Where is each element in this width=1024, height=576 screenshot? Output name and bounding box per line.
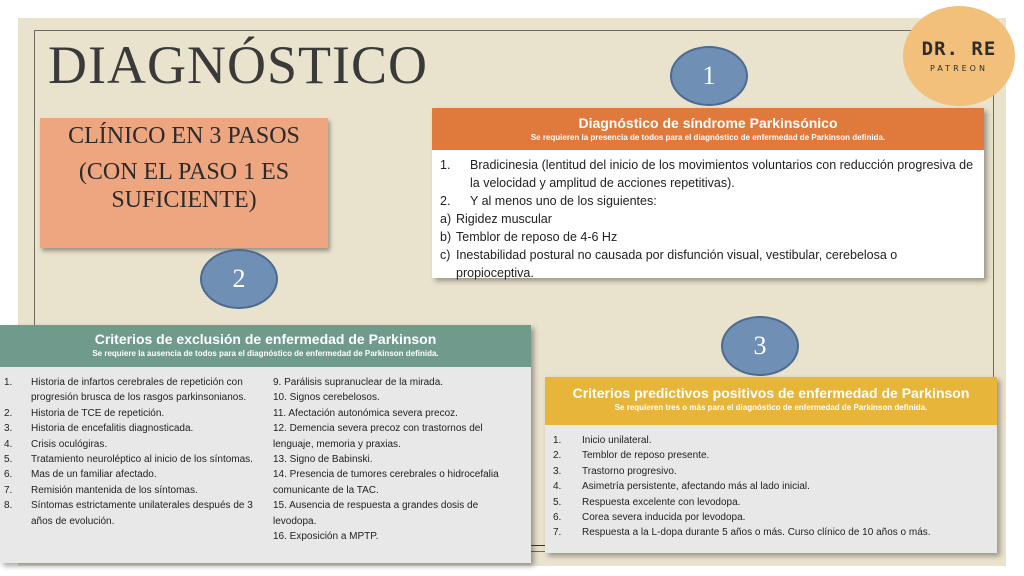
- list-item: [4, 498, 269, 529]
- step-badge-1: 1: [670, 46, 748, 106]
- item-number: 4.: [4, 438, 13, 450]
- item-text: Mas de un familiar afectado.: [31, 469, 157, 481]
- item-text: Respuesta excelente con levodopa.: [582, 496, 741, 508]
- panel-body: [432, 150, 984, 282]
- subitem-text: Inestabilidad postural no causada por disfunción visual, vestibular, cerebelosa o propioceptiva.: [456, 248, 898, 280]
- item-text: Y al menos uno de los siguientes:: [470, 194, 657, 208]
- positive-predictive-criteria-panel: [545, 377, 997, 553]
- item-text: Asimetría persistente, afectando más al lado inicial.: [582, 481, 810, 493]
- list-item: [553, 448, 989, 463]
- list-subitem: [440, 228, 976, 246]
- list-item: [553, 510, 989, 525]
- item-number: 2.: [553, 450, 562, 462]
- logo-main-text: DR. RE: [921, 38, 997, 60]
- item-number: 6.: [553, 512, 562, 524]
- panel-body: [545, 425, 997, 541]
- list-item: [440, 192, 976, 210]
- item-number: 2.: [4, 407, 13, 419]
- panel-title: Criterios predictivos positivos de enfermedad de Parkinson: [572, 385, 970, 401]
- list-item: [4, 437, 269, 452]
- list-item: [553, 495, 989, 510]
- item-number: 7.: [553, 527, 562, 539]
- list-item: 11. Afectación autonómica severa precoz.: [273, 407, 458, 419]
- item-text: Remisión mantenida de los síntomas.: [31, 484, 198, 496]
- item-number: 3.: [4, 423, 13, 435]
- panel-header: [432, 108, 984, 150]
- item-text: Historia de TCE de repetición.: [31, 407, 165, 419]
- step-badge-2: 2: [200, 249, 278, 309]
- item-text: Historia de infartos cerebrales de repetición con progresión brusca de los rasgos parkinsonianos.: [31, 377, 247, 404]
- item-text: Crisis oculógiras.: [31, 438, 108, 450]
- step-badge-3: 3: [721, 316, 799, 376]
- list-item: 15. Ausencia de respuesta a grandes dosis de levodopa.: [273, 500, 479, 527]
- item-text: Historia de encefalitis diagnosticada.: [31, 423, 194, 435]
- exclusion-column-2: [269, 375, 523, 544]
- item-number: 4.: [553, 481, 562, 493]
- item-number: 7.: [4, 484, 13, 496]
- panel-title: Criterios de exclusión de enfermedad de Parkinson: [94, 331, 437, 347]
- exclusion-criteria-panel: [0, 325, 531, 563]
- subitem-letter: b): [440, 230, 452, 244]
- list-item: [553, 479, 989, 494]
- panel-subtitle: Se requieren tres o más para el diagnóstico de enfermedad de Parkinson definida.: [614, 403, 928, 412]
- item-number: 1.: [4, 377, 13, 388]
- list-item: [4, 483, 269, 498]
- subitem-text: Rigidez muscular: [456, 212, 552, 226]
- list-item: [440, 156, 976, 192]
- list-item: 9. Parálisis supranuclear de la mirada.: [273, 377, 444, 388]
- item-number: 6.: [4, 469, 13, 481]
- list-item: 14. Presencia de tumores cerebrales o hidrocefalia comunicante de la TAC.: [273, 469, 499, 496]
- list-item: [4, 467, 269, 482]
- list-item: [4, 421, 269, 436]
- list-item: [4, 375, 269, 406]
- panel-body: [0, 367, 531, 544]
- item-number: 3.: [553, 465, 562, 477]
- panel-header: [0, 325, 531, 367]
- list-item: [4, 406, 269, 421]
- list-subitem: [440, 210, 976, 228]
- logo-sub-text: PATREON: [930, 64, 988, 73]
- item-number: 5.: [4, 454, 13, 466]
- panel-subtitle: Se requiere la ausencia de todos para el diagnóstico de enfermedad de Parkinson definida.: [92, 349, 439, 358]
- exclusion-column-1: [4, 375, 269, 544]
- steps-box: [40, 118, 328, 248]
- list-item: 13. Signo de Babinski.: [273, 454, 373, 466]
- item-text: Bradicinesia (lentitud del inicio de los movimientos voluntarios con reducción progresiva de la velocidad y amplitud de acciones repetitivas).: [470, 158, 974, 190]
- list-item: 12. Demencia severa precoz con trastornos del lenguaje, memoria y praxias.: [273, 423, 483, 450]
- list-item: 10. Signos cerebelosos.: [273, 392, 380, 404]
- list-item: [4, 452, 269, 467]
- steps-line-2: (CON EL PASO 1 ES SUFICIENTE): [78, 159, 290, 213]
- subitem-text: Temblor de reposo de 4-6 Hz: [456, 230, 618, 244]
- parkinsonian-syndrome-panel: [432, 108, 984, 278]
- item-text: Trastorno progresivo.: [582, 465, 677, 477]
- list-item: [553, 525, 989, 540]
- panel-header: [545, 377, 997, 425]
- item-number: 2.: [440, 194, 451, 208]
- list-item: [553, 433, 989, 448]
- panel-subtitle: Se requieren la presencia de todos para el diagnóstico de enfermedad de Parkinson definida.: [530, 133, 886, 142]
- panel-title: Diagnóstico de síndrome Parkinsónico: [578, 115, 838, 131]
- steps-line-1: CLÍNICO EN 3 PASOS: [68, 123, 300, 149]
- list-item: [553, 464, 989, 479]
- list-subitem: [440, 246, 976, 282]
- subitem-letter: c): [440, 248, 451, 262]
- item-text: Inicio unilateral.: [582, 435, 652, 446]
- item-text: Temblor de reposo presente.: [582, 450, 710, 462]
- subitem-letter: a): [440, 212, 452, 226]
- list-item: 16. Exposición a MPTP.: [273, 531, 379, 543]
- item-number: 5.: [553, 496, 562, 508]
- page-title: DIAGNÓSTICO: [48, 35, 428, 95]
- item-text: Corea severa inducida por levodopa.: [582, 512, 746, 524]
- divider: [531, 545, 545, 546]
- item-text: Tratamiento neuroléptico al inicio de los síntomas.: [31, 454, 253, 466]
- logo: [903, 6, 1015, 106]
- item-number: 8.: [4, 500, 13, 512]
- item-text: Respuesta a la L-dopa durante 5 años o más. Curso clínico de 10 años o más.: [582, 527, 931, 539]
- item-text: Síntomas estrictamente unilaterales después de 3 años de evolución.: [31, 500, 253, 527]
- item-number: 1.: [440, 158, 451, 172]
- item-number: 1.: [553, 435, 562, 446]
